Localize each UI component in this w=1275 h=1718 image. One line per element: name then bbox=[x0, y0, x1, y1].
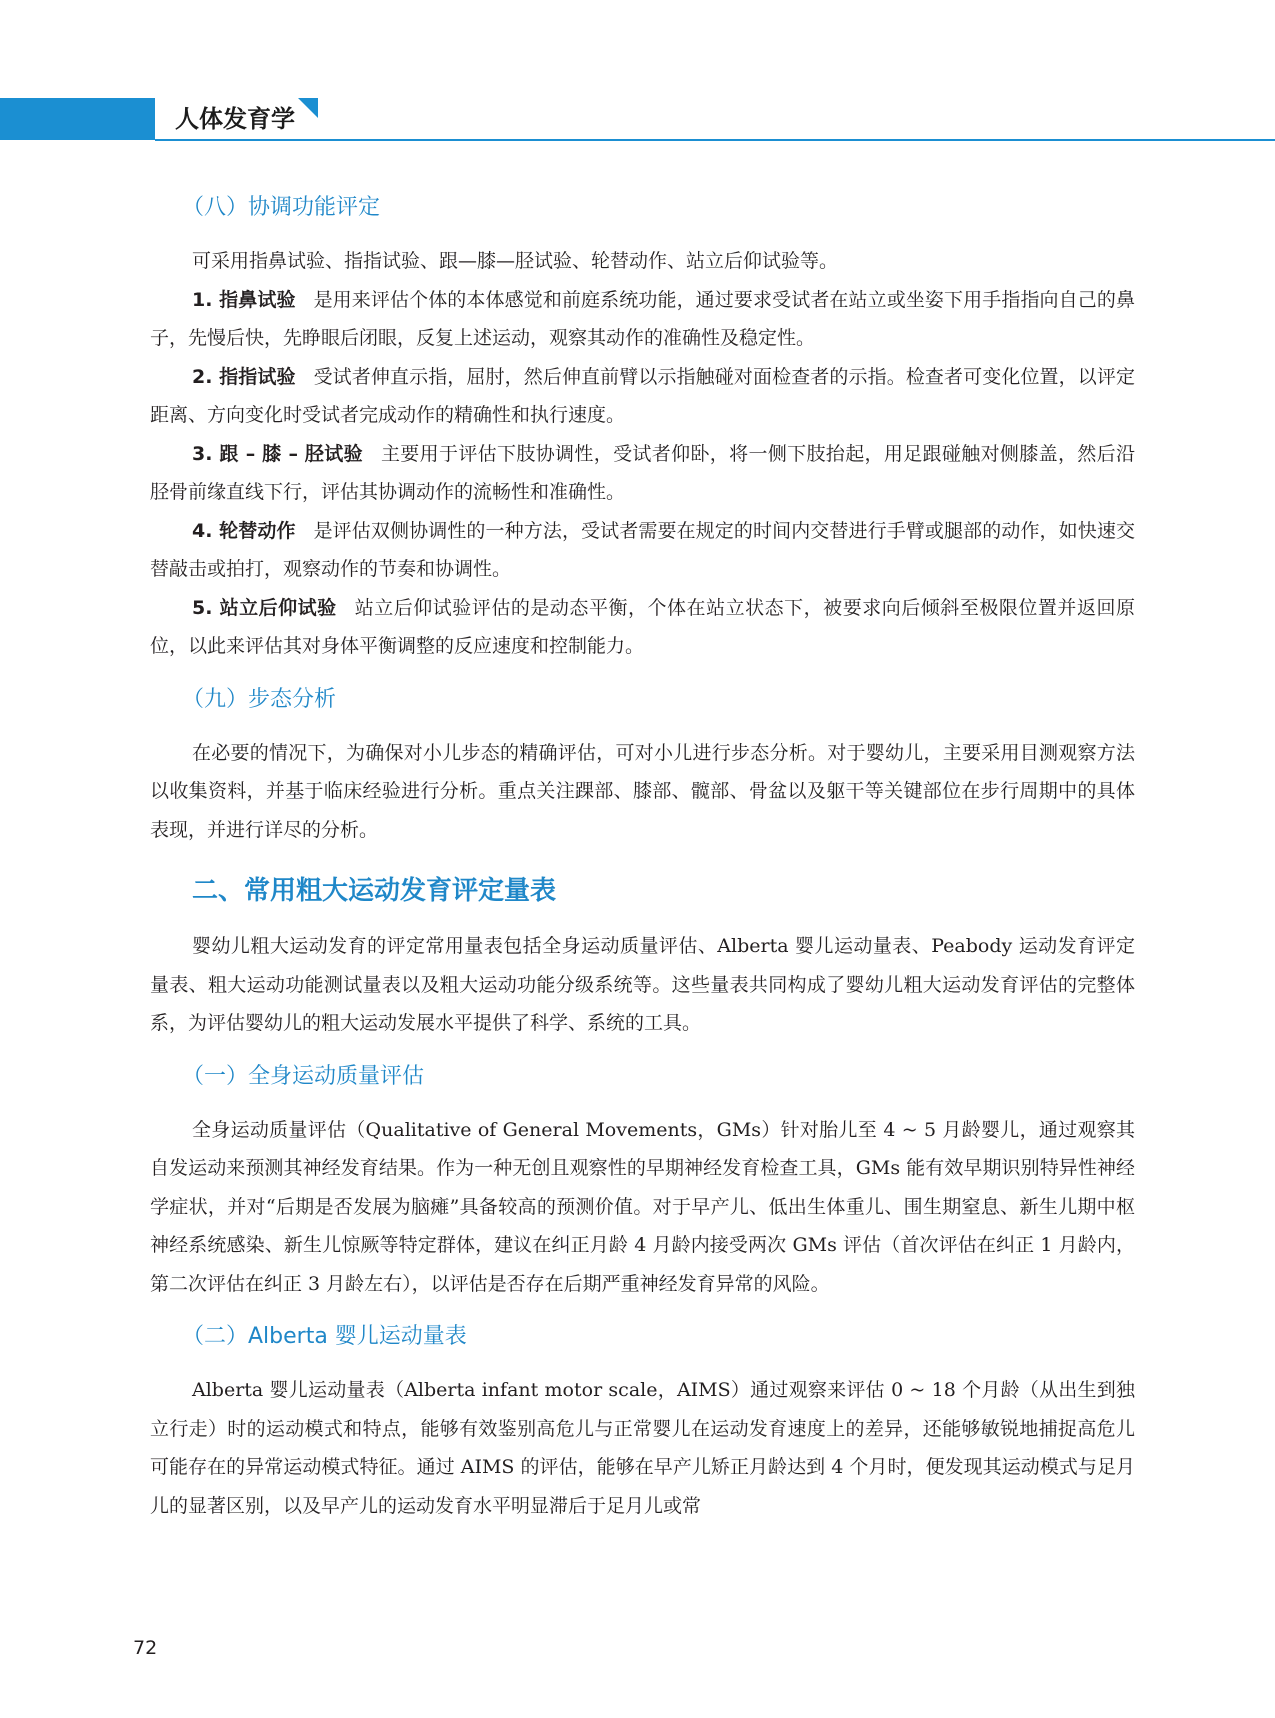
subheading-gms: （一）全身运动质量评估 bbox=[182, 1063, 425, 1089]
section-heading-scales: 二、常用粗大运动发育评定量表 bbox=[192, 876, 557, 906]
paragraph-test-5 bbox=[150, 589, 1135, 666]
paragraph-test-1 bbox=[150, 281, 1135, 358]
term-text: 是用来评估个体的本体感觉和前庭系统功能，通过要求受试者在站立或坐姿下用手指指向自己的鼻子，先慢后快，先睁眼后闭眼，反复上述运动，观察其动作的准确性及稳定性。 bbox=[150, 288, 1135, 349]
paragraph-test-4 bbox=[150, 512, 1135, 589]
paragraph-aims: Alberta 婴儿运动量表（Alberta infant motor scale，AIMS）通过观察来评估 0 ~ 18 个月龄（从出生到独立行走）时的运动模式和特点，能够有效鉴别高危儿与正常婴儿在运动发育速度上的差异，还能够敏锐地捕捉高危儿可能存在的异常运动模式特征。通过 AIMS 的评估，能够在早产儿矫正月龄达到 4 个月时，便发现其运动模式与足月儿的显著区别，以及早产儿的运动发育水平明显滞后于足月儿或常 bbox=[150, 1379, 1135, 1517]
paragraph-gms: 全身运动质量评估（Qualitative of General Movements，GMs）针对胎儿至 4 ~ 5 月龄婴儿，通过观察其自发运动来预测其神经发育结果。作为一种无创且观察性的早期神经发育检查工具，GMs 能有效早期识别特异性神经学症状，并对“后期是否发展为脑瘫”具备较高的预测价值。对于早产儿、低出生体重儿、围生期窒息、新生儿期中枢神经系统感染、新生儿惊厥等特定群体，建议在纠正月龄 4 月龄内接受两次 GMs 评估（首次评估在纠正 1 月龄内，第二次评估在纠正 3 月龄左右），以评估是否存在后期严重神经发育异常的风险。 bbox=[150, 1118, 1135, 1295]
header-corner-decoration bbox=[298, 98, 318, 118]
term-label: 5. 站立后仰试验 bbox=[192, 596, 337, 619]
term-text: 主要用于评估下肢协调性，受试者仰卧，将一侧下肢抬起，用足跟碰触对侧膝盖，然后沿胫骨前缘直线下行，评估其协调动作的流畅性和准确性。 bbox=[150, 442, 1135, 503]
term-text: 是评估双侧协调性的一种方法，受试者需要在规定的时间内交替进行手臂或腿部的动作，如快速交替敲击或拍打，观察动作的节奏和协调性。 bbox=[150, 519, 1135, 580]
subheading-aims: （二）Alberta 婴儿运动量表 bbox=[182, 1324, 467, 1349]
paragraph-coordination-intro: 可采用指鼻试验、指指试验、跟—膝—胫试验、轮替动作、站立后仰试验等。 bbox=[192, 250, 839, 272]
term-label: 4. 轮替动作 bbox=[192, 519, 296, 542]
paragraph-test-3 bbox=[150, 435, 1135, 512]
page-body bbox=[150, 190, 1135, 1525]
subheading-coordination: （八）协调功能评定 bbox=[182, 195, 381, 220]
term-label: 1. 指鼻试验 bbox=[192, 288, 296, 311]
paragraph-gait: 在必要的情况下，为确保对小儿步态的精确评估，可对小儿进行步态分析。对于婴幼儿，主要采用目测观察方法以收集资料，并基于临床经验进行分析。重点关注踝部、膝部、髋部、骨盆以及躯干等关键部位在步行周期中的具体表现，并进行详尽的分析。 bbox=[150, 741, 1135, 841]
paragraph-test-2 bbox=[150, 358, 1135, 435]
term-label: 2. 指指试验 bbox=[192, 365, 296, 388]
term-text: 站立后仰试验评估的是动态平衡，个体在站立状态下，被要求向后倾斜至极限位置并返回原位，以此来评估其对身体平衡调整的反应速度和控制能力。 bbox=[150, 596, 1135, 657]
header-accent-bar bbox=[0, 98, 155, 140]
header-rule bbox=[155, 139, 1275, 141]
term-text: 受试者伸直示指，屈肘，然后伸直前臂以示指触碰对面检查者的示指。检查者可变化位置，以评定距离、方向变化时受试者完成动作的精确性和执行速度。 bbox=[150, 365, 1135, 426]
subheading-gait: （九）步态分析 bbox=[182, 686, 337, 712]
running-header-title: 人体发育学 bbox=[155, 98, 323, 140]
paragraph-scales-intro: 婴幼儿粗大运动发育的评定常用量表包括全身运动质量评估、Alberta 婴儿运动量表、Peabody 运动发育评定量表、粗大运动功能测试量表以及粗大运动功能分级系统等。这些量表共同构成了婴幼儿粗大运动发育评估的完整体系，为评估婴幼儿的粗大运动发展水平提供了科学、系统的工具。 bbox=[150, 935, 1135, 1034]
page-number: 72 bbox=[133, 1637, 158, 1659]
term-label: 3. 跟 – 膝 – 胫试验 bbox=[192, 442, 363, 465]
